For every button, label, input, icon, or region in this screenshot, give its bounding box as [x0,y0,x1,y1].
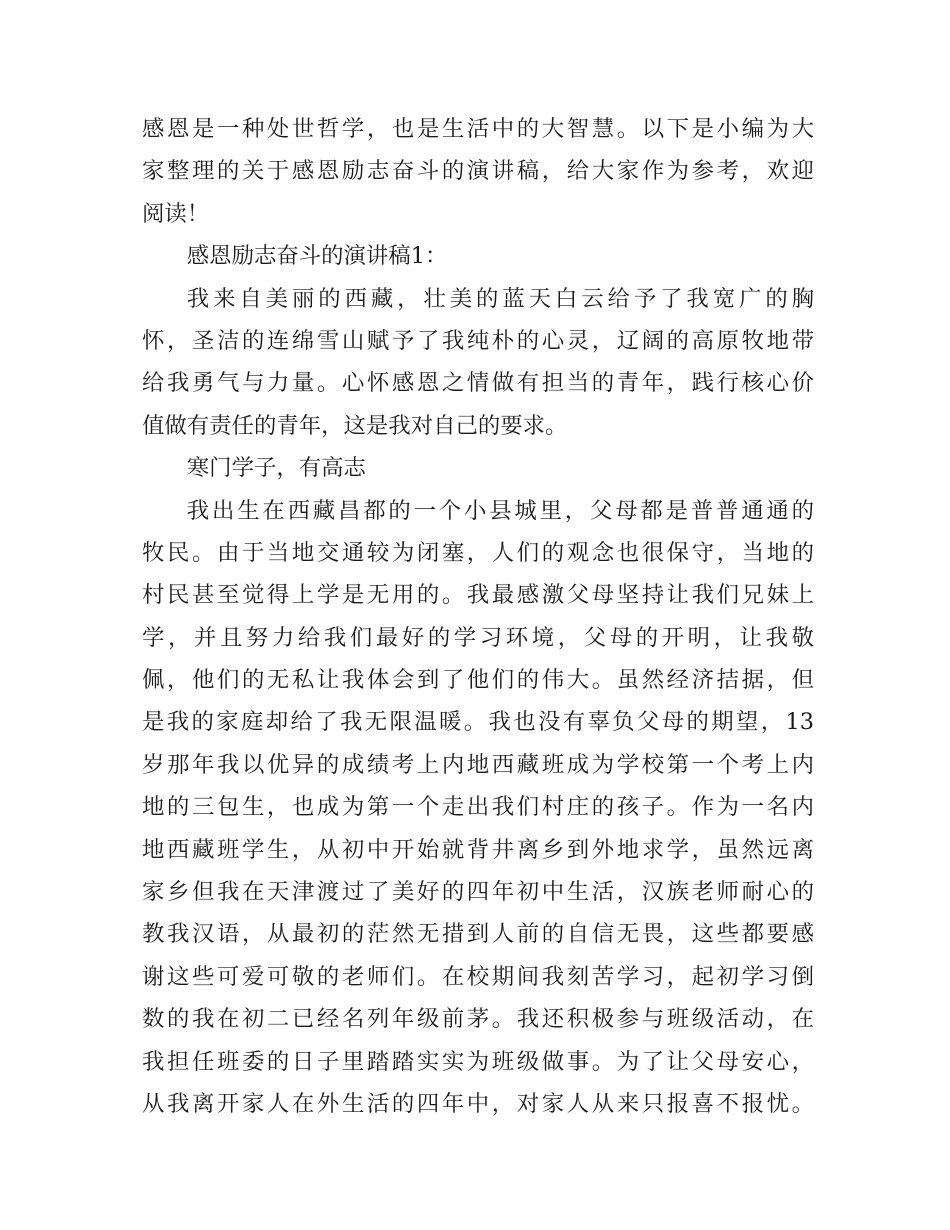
text-line: 谢这些可爱可敬的老师们。在校期间我刻苦学习，起初学习倒 [142,963,814,990]
text-line: 教我汉语，从最初的茫然无措到人前的自信无畏，这些都要感 [142,921,814,948]
text-line: 佩，他们的无私让我体会到了他们的伟大。虽然经济拮据，但 [142,667,814,694]
heading-text: 寒门学子，有高志 [186,455,366,482]
text-line: 村民甚至觉得上学是无用的。我最感激父母坚持让我们兄妹上 [142,582,814,609]
text-line: 我出生在西藏昌都的一个小县城里，父母都是普普通通的 [186,497,814,524]
text-line: 我担任班委的日子里踏踏实实为班级做事。为了让父母安心， [142,1048,814,1075]
body-paragraph-2 [142,490,814,1126]
text-line: 感恩是一种处世哲学，也是生活中的大智慧。以下是小编为大 [142,116,814,142]
text-line: 家乡但我在天津渡过了美好的四年初中生活，汉族老师耐心的 [142,879,814,906]
text-line: 值做有责任的青年，这是我对自己的要求。 [142,412,568,439]
intro-paragraph [142,108,814,235]
speech-heading-1 [142,235,814,277]
heading-text: 感恩励志奋斗的演讲稿1： [186,243,448,270]
text-line: 从我离开家人在外生活的四年中，对家人从来只报喜不报忧。 [142,1090,814,1117]
text-line: 我来自美丽的西藏，壮美的蓝天白云给予了我宽广的胸 [186,285,814,312]
text-line: 给我勇气与力量。心怀感恩之情做有担当的青年，践行核心价 [142,370,814,397]
text-line: 地西藏班学生，从初中开始就背井离乡到外地求学，虽然远离 [142,836,814,863]
text-line: 是我的家庭却给了我无限温暖。我也没有辜负父母的期望，13 [142,709,814,736]
text-line: 地的三包生，也成为第一个走出我们村庄的孩子。作为一名内 [142,794,814,821]
text-line: 牧民。由于当地交通较为闭塞，人们的观念也很保守，当地的 [142,539,814,566]
document-page [142,108,814,1125]
text-line: 岁那年我以优异的成绩考上内地西藏班成为学校第一个考上内 [142,751,814,778]
text-line: 数的我在初二已经名列年级前茅。我还积极参与班级活动，在 [142,1006,814,1033]
text-line: 家整理的关于感恩励志奋斗的演讲稿，给大家作为参考，欢迎 [142,158,814,185]
text-line: 怀，圣洁的连绵雪山赋予了我纯朴的心灵，辽阔的高原牧地带 [142,327,814,354]
text-line: 阅读！ [142,200,210,227]
body-paragraph-1 [142,278,814,448]
text-line: 学，并且努力给我们最好的学习环境，父母的开明，让我敬 [142,624,814,651]
section-heading-2 [142,447,814,489]
